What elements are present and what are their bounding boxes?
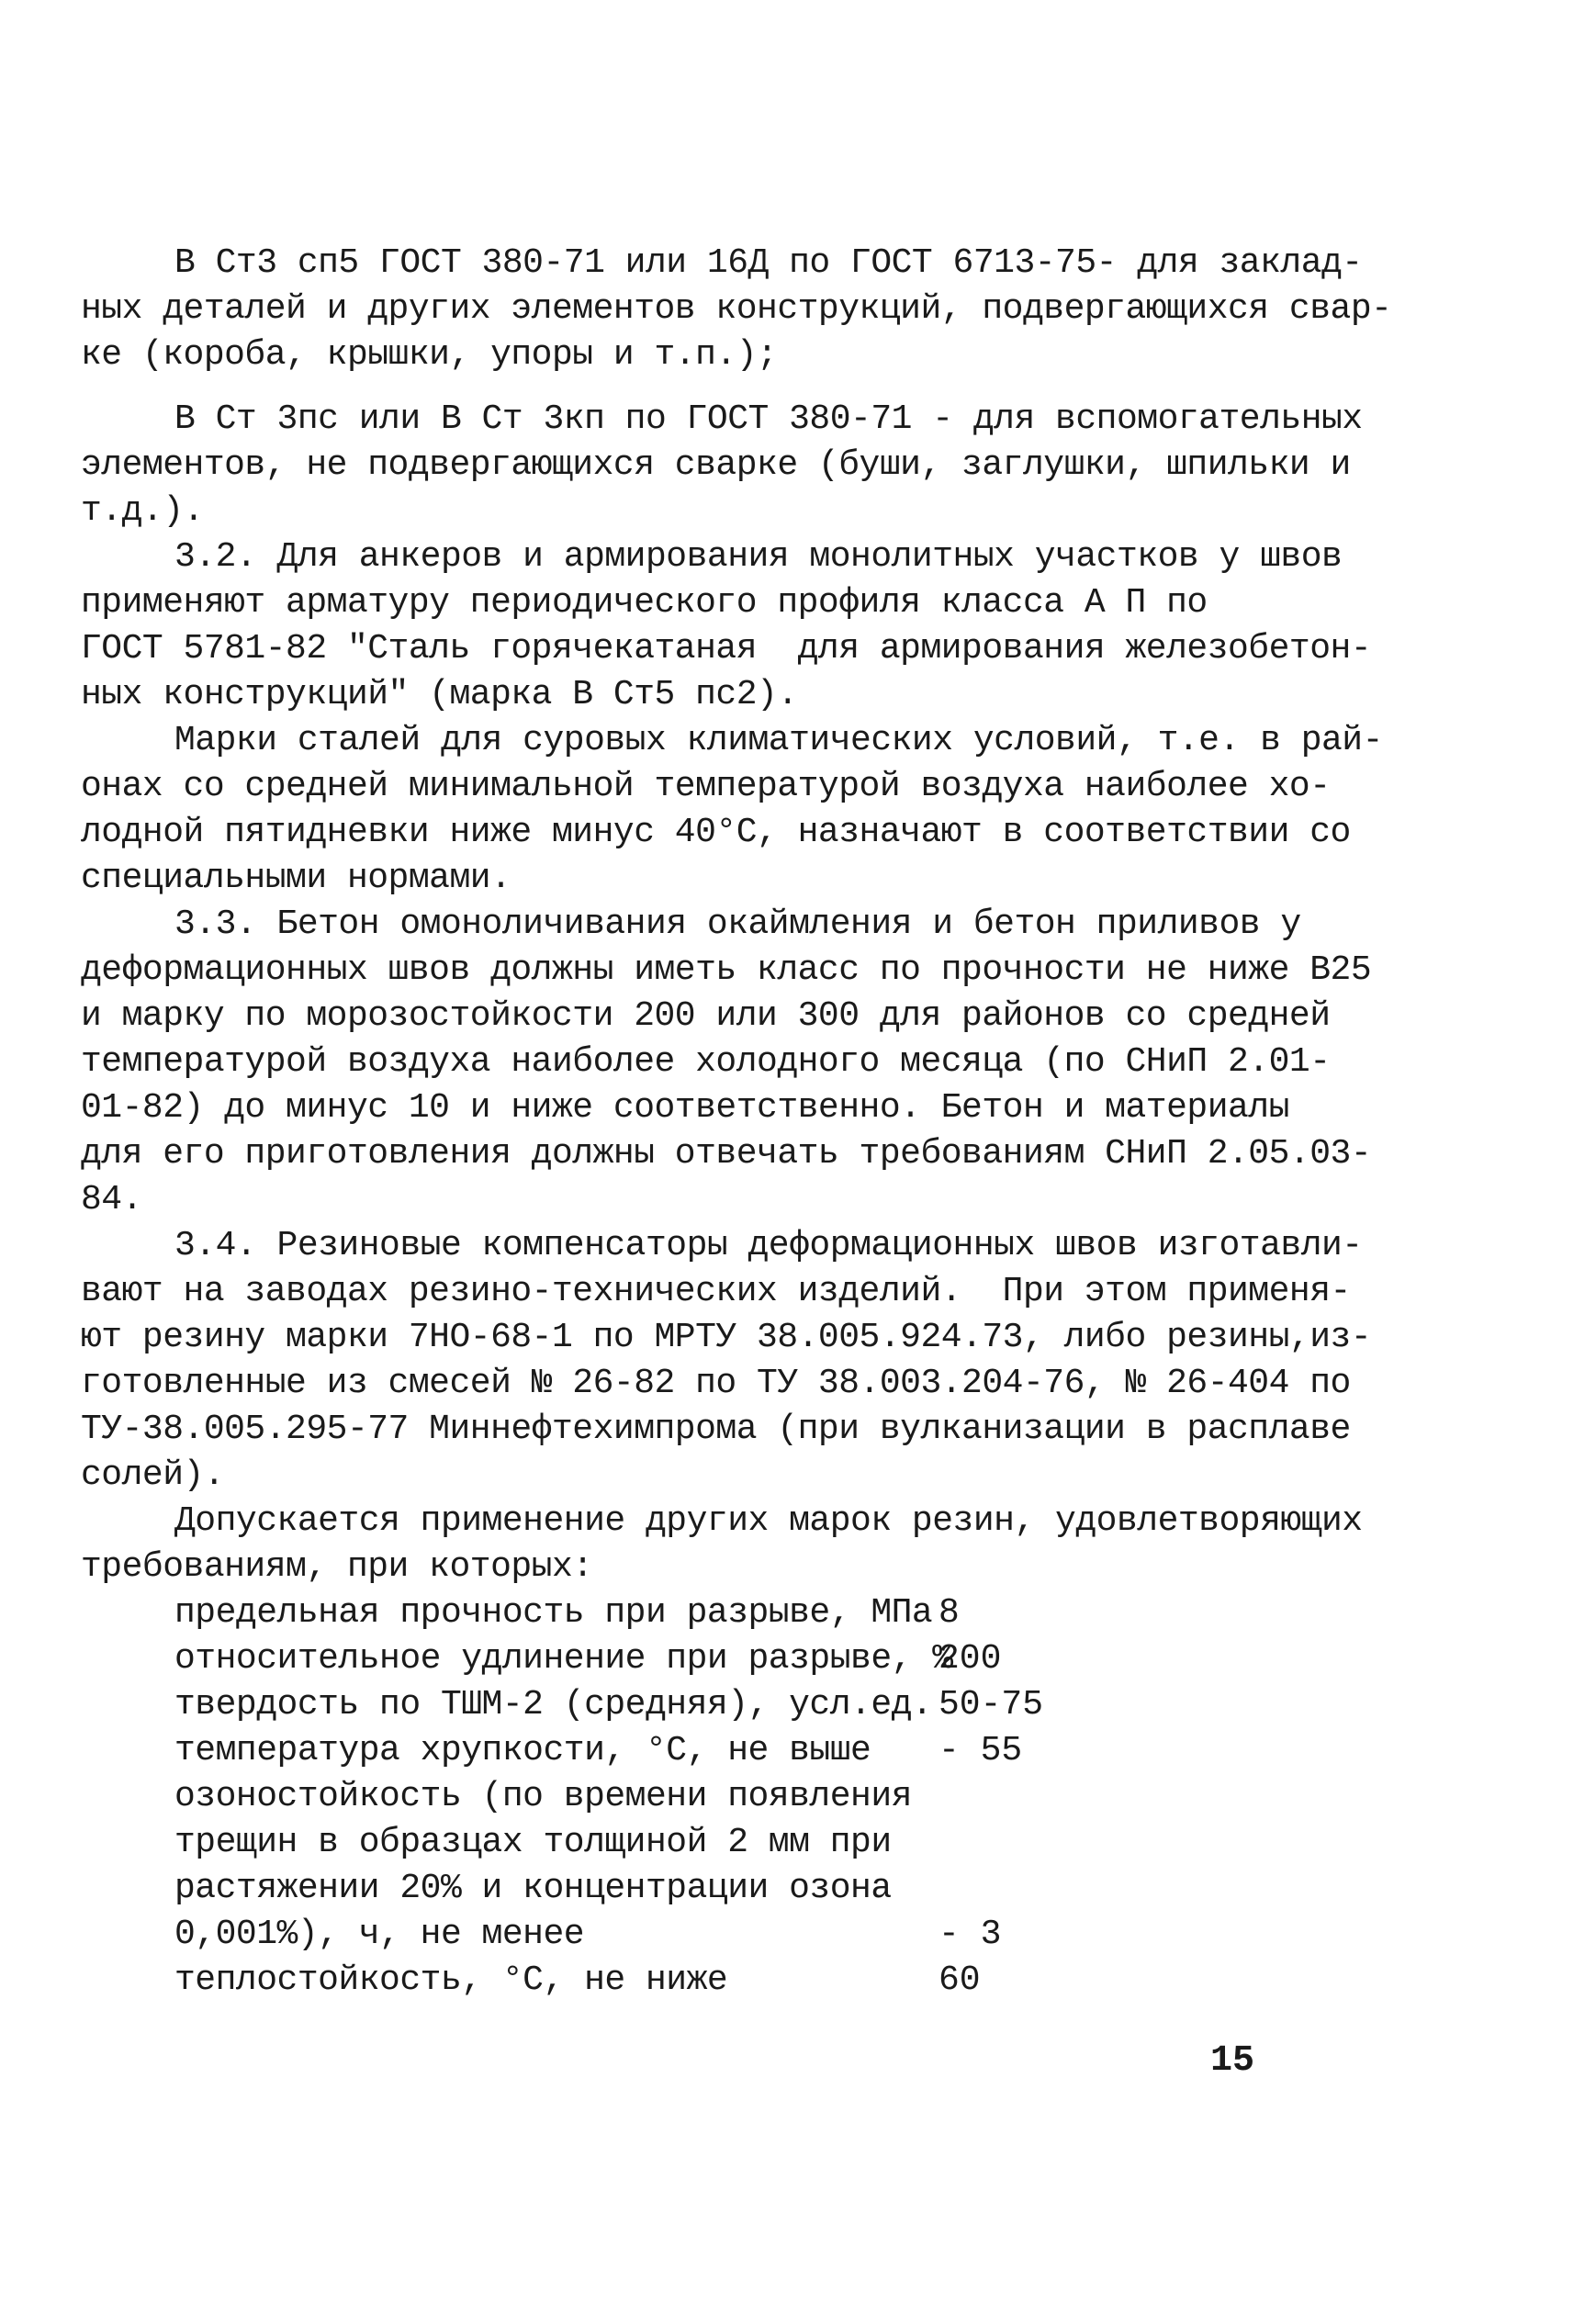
text-line: 3.4. Резиновые компенсаторы деформационных швов изготавли- [174, 1226, 1363, 1265]
property-value: 50-75 [938, 1685, 1044, 1724]
text-line: 01-82) до минус 10 и ниже соответственно. Бетон и материалы [81, 1088, 1289, 1128]
text-line: В Ст3 сп5 ГОСТ 380-71 или 16Д по ГОСТ 6713-75- для заклад- [174, 243, 1363, 283]
text-line: вают на заводах резино-технических изделий. При этом применя- [81, 1272, 1351, 1311]
property-label: растяжении 20% и концентрации озона [174, 1869, 892, 1908]
text-line: т.д.). [81, 491, 204, 531]
text-line: 3.3. Бетон омоноличивания окаймления и бетон приливов у [174, 904, 1301, 944]
text-line: и марку по морозостойкости 200 или 300 для районов со средней [81, 996, 1331, 1036]
text-line: онах со средней минимальной температурой воздуха наиболее хо- [81, 767, 1331, 806]
page-number: 15 [1210, 2040, 1255, 2082]
property-label: озоностойкость (по времени появления [174, 1777, 912, 1816]
text-line: деформационных швов должны иметь класс по прочности не ниже В25 [81, 950, 1372, 990]
text-line: элементов, не подвергающихся сварке (буши, заглушки, шпильки и [81, 445, 1351, 485]
property-value: 8 [938, 1593, 960, 1633]
property-label: теплостойкость, °С, не ниже [174, 1960, 728, 2000]
text-line: ке (короба, крышки, упоры и т.п.); [81, 335, 778, 375]
text-line: В Ст 3пс или В Ст 3кп по ГОСТ 380-71 - для вспомогательных [174, 399, 1363, 439]
property-label: трещин в образцах толщиной 2 мм при [174, 1823, 892, 1862]
text-line: для его приготовления должны отвечать требованиям СНиП 2.05.03- [81, 1134, 1372, 1174]
text-line: ТУ-38.005.295-77 Миннефтехимпрома (при вулканизации в расплаве [81, 1410, 1351, 1449]
text-line: ных конструкций" (марка В Ст5 пс2). [81, 675, 798, 714]
property-value: - 3 [938, 1915, 1002, 1954]
text-line: ют резину марки 7НО-68-1 по МРТУ 38.005.924.73, либо резины,из- [81, 1318, 1372, 1357]
text-line: солей). [81, 1455, 225, 1495]
text-line: ГОСТ 5781-82 "Сталь горячекатаная для армирования железобетон- [81, 629, 1372, 668]
text-line: ных деталей и других элементов конструкций, подвергающихся свар- [81, 289, 1392, 329]
text-line: Допускается применение других марок резин, удовлетворяющих [174, 1501, 1363, 1541]
text-line: температурой воздуха наиболее холодного месяца (по СНиП 2.01- [81, 1042, 1331, 1082]
property-label: предельная прочность при разрыве, МПа [174, 1593, 933, 1633]
text-line: применяют арматуру периодического профиля класса А П по [81, 583, 1208, 623]
text-line: готовленные из смесей № 26-82 по ТУ 38.003.204-76, № 26-404 по [81, 1364, 1351, 1403]
text-line: требованиям, при которых: [81, 1547, 593, 1587]
property-label: твердость по ТШМ-2 (средняя), усл.ед. [174, 1685, 933, 1724]
property-label: относительное удлинение при разрыве, % [174, 1639, 953, 1679]
property-value: 60 [938, 1960, 981, 2000]
text-line: Марки сталей для суровых климатических условий, т.е. в рай- [174, 721, 1383, 760]
property-label: 0,001%), ч, не менее [174, 1915, 585, 1954]
text-line: 84. [81, 1180, 142, 1219]
property-value: - 55 [938, 1731, 1023, 1770]
text-line: специальными нормами. [81, 859, 511, 898]
text-line: 3.2. Для анкеров и армирования монолитных участков у швов [174, 537, 1343, 577]
text-line: лодной пятидневки ниже минус 40°С, назначают в соответствии со [81, 813, 1351, 852]
property-label: температура хрупкости, °С, не выше [174, 1731, 871, 1770]
property-value: 200 [938, 1639, 1002, 1679]
